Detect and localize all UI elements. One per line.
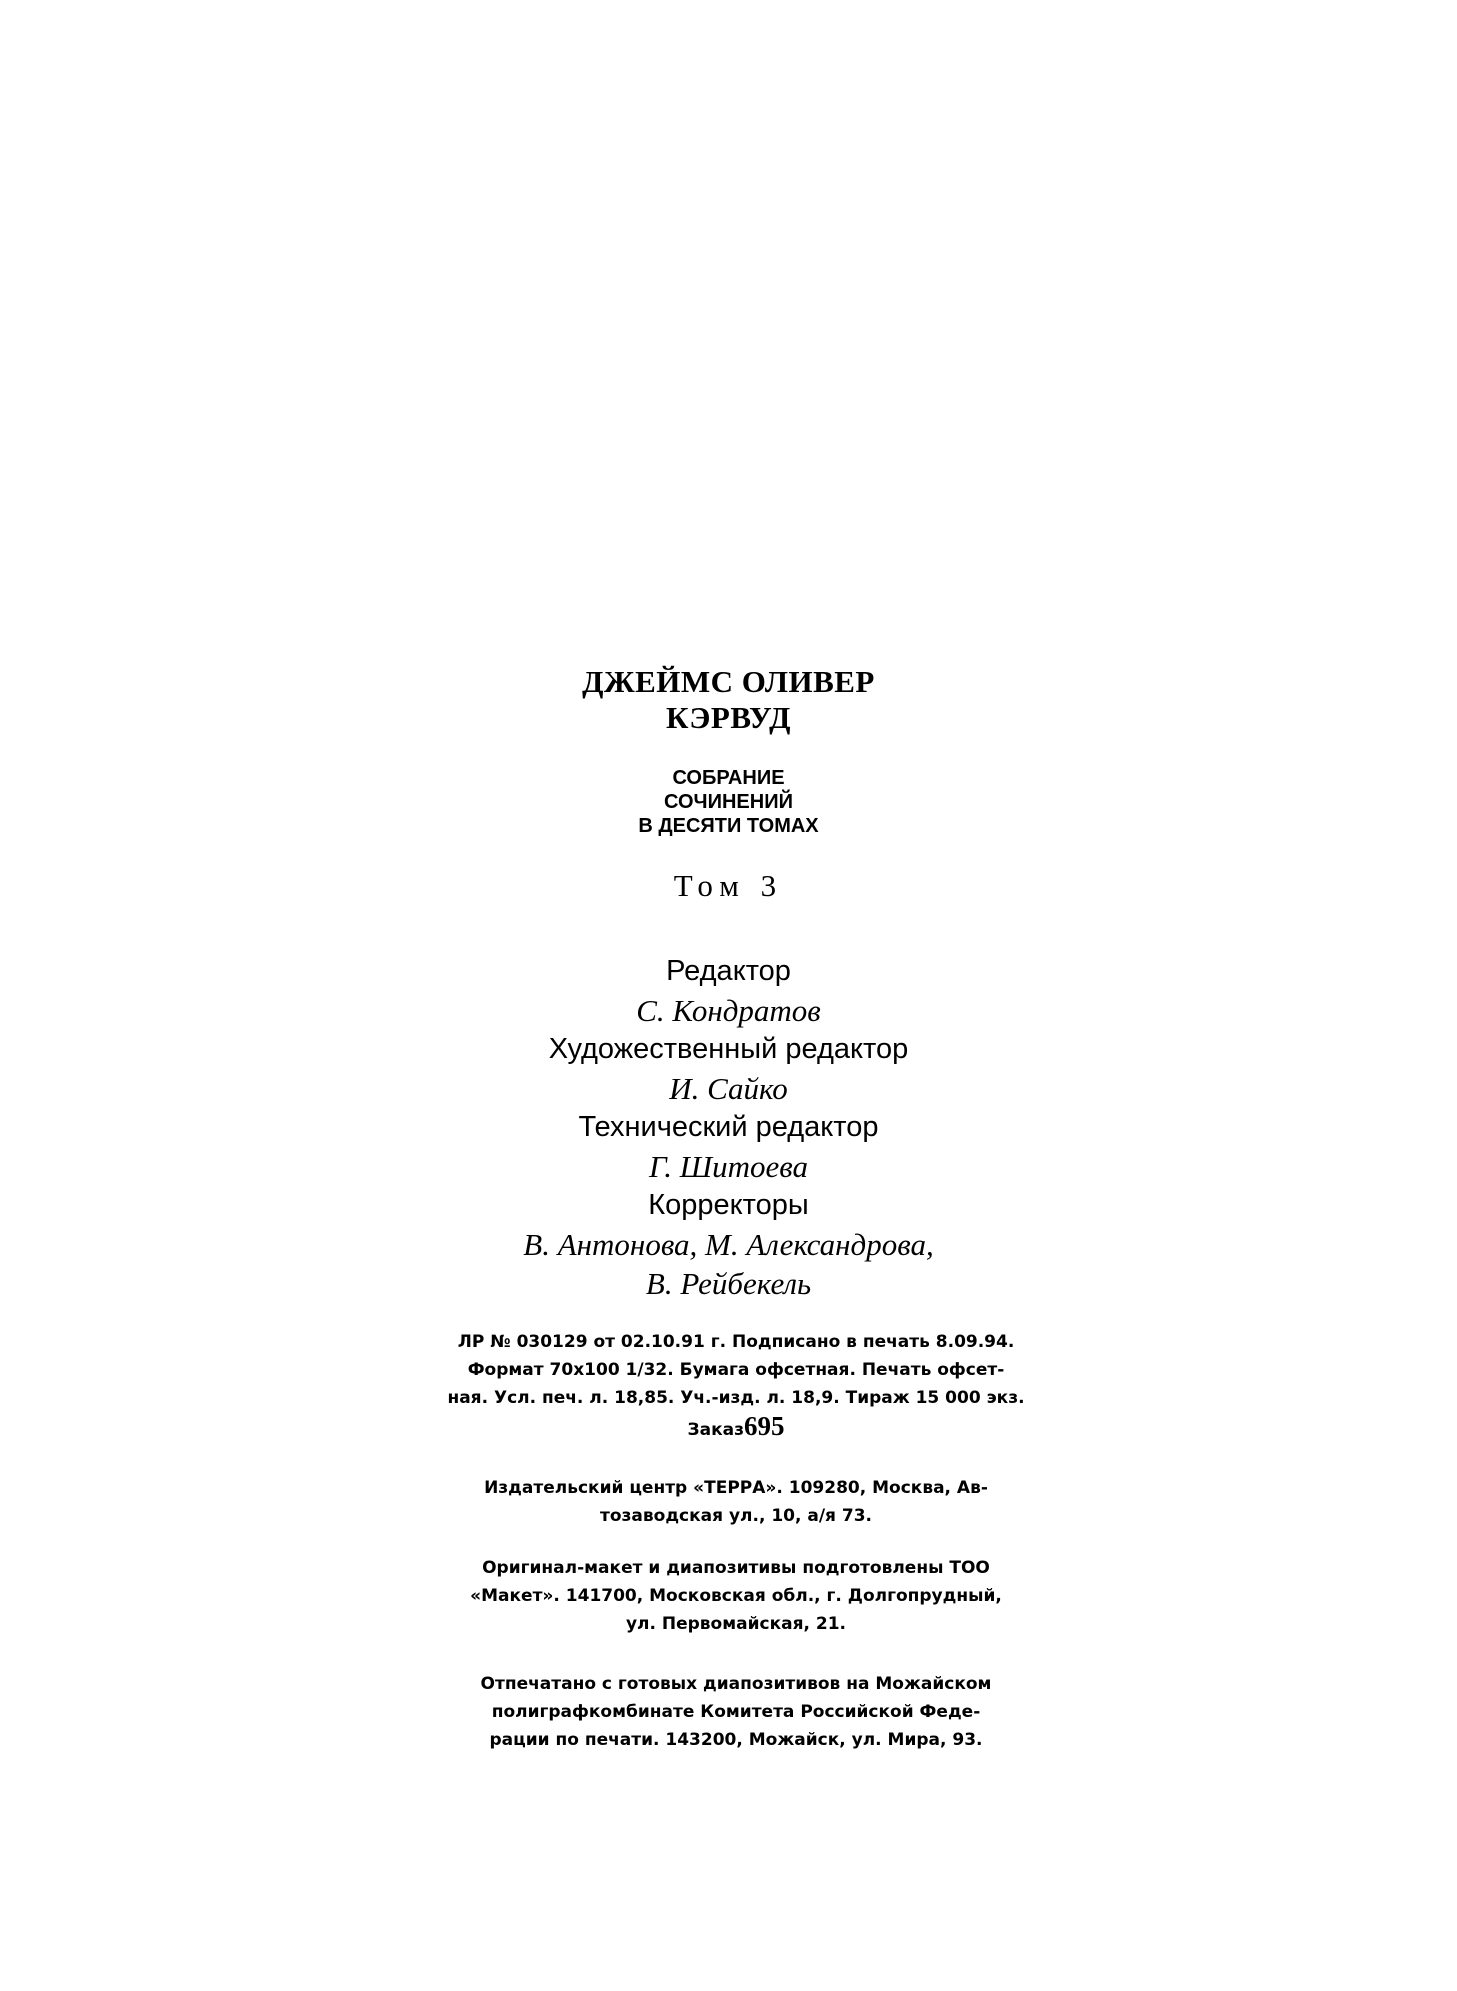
author-name [0,664,1457,736]
proofreaders-names-2: В. Рейбекель [645,1266,812,1301]
license-info [421,1328,1051,1444]
series-line-1: СОБРАНИЕ [672,767,785,789]
printer-line-3: рации по печати. 143200, Можайск, ул. Мира, 93. [489,1730,983,1750]
layout-info [421,1554,1051,1638]
author-line-1: ДЖЕЙМС ОЛИВЕР [582,664,875,699]
tech-editor-role: Технический редактор [578,1111,879,1143]
series-line-3: В ДЕСЯТИ ТОМАХ [638,815,819,837]
proofreaders-names-1: В. Антонова, М. Александрова, [523,1227,934,1262]
license-line-3: ная. Усл. печ. л. 18,85. Уч.-изд. л. 18,9. Тираж 15 000 экз. [447,1388,1025,1408]
layout-line-1: Оригинал-макет и диапозитивы подготовлены ТОО [482,1558,990,1578]
layout-line-3: ул. Первомайская, 21. [625,1614,847,1634]
layout-line-2: «Макет». 141700, Московская обл., г. Долгопрудный, [470,1586,1002,1606]
editor-role: Редактор [666,955,791,987]
proofreaders-role: Корректоры [648,1189,809,1221]
art-editor-name: И. Сайко [669,1071,788,1106]
editor-name: С. Кондратов [636,993,821,1028]
license-line-1: ЛР № 030129 от 02.10.91 г. Подписано в печать 8.09.94. [457,1332,1015,1352]
printer-info [421,1670,1051,1754]
printer-line-2: полиграфкомбинате Комитета Российской Феде- [491,1702,981,1722]
publisher-line-1: Издательский центр «ТЕРРА». 109280, Москва, Ав- [484,1478,988,1498]
publisher-info [421,1474,1051,1530]
series-title [0,766,1457,838]
volume-number: Том 3 [673,868,784,903]
license-line-2: Формат 70х100 1/32. Бумага офсетная. Печать офсет- [467,1360,1005,1380]
art-editor-role: Художественный редактор [548,1033,909,1065]
printer-line-1: Отпечатано с готовых диапозитивов на Можайском [480,1674,992,1694]
order-number: 695 [743,1411,785,1441]
author-line-2: КЭРВУД [666,700,791,735]
publisher-line-2: тозаводская ул., 10, а/я 73. [600,1506,872,1526]
order-label: Заказ [687,1420,744,1440]
order-line [421,1412,1051,1444]
tech-editor-name: Г. Шитоева [648,1149,809,1184]
series-line-2: СОЧИНЕНИЙ [664,791,793,813]
credits [0,952,1457,1303]
